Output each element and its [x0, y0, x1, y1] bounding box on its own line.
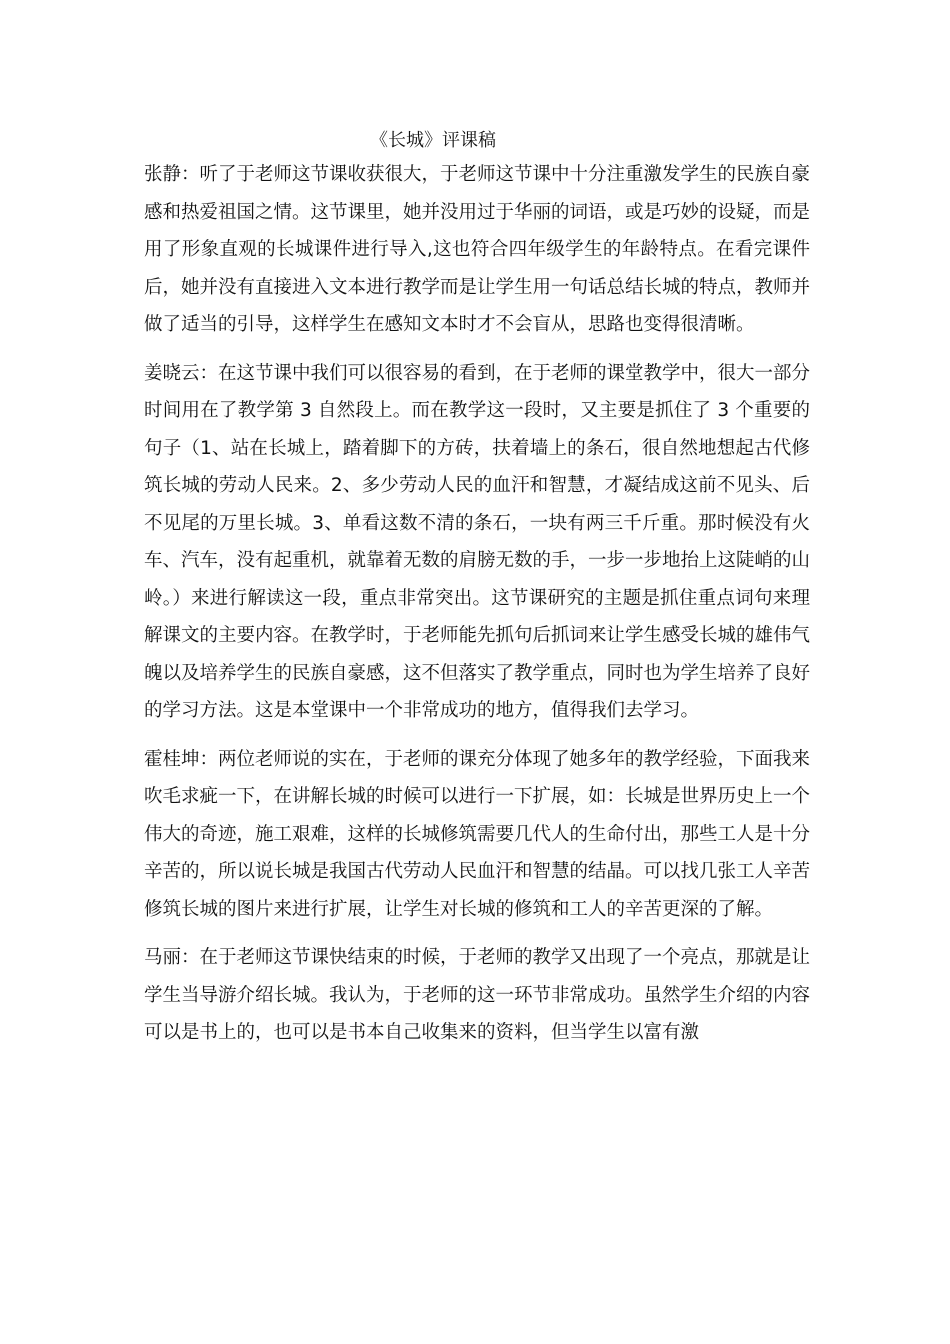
paragraph-zhang-jing: 张静：听了于老师这节课收获很大，于老师这节课中十分注重激发学生的民族自豪感和热爱祖国之情。这节课里，她并没用过于华丽的词语，或是巧妙的设疑，而是用了形象直观的长城课件进行导入,这也符合四年级学生的年龄特点。在看完课件后，她并没有直接进入文本进行教学而是让学生用一句话总结长城的特点，教师并做了适当的引导，这样学生在感知文本时才不会盲从，思路也变得很清晰。 — [144, 164, 811, 335]
paragraph-huo-guikun: 霍桂坤：两位老师说的实在，于老师的课充分体现了她多年的教学经验，下面我来吹毛求疵一下，在讲解长城的时候可以进行一下扩展，如：长城是世界历史上一个伟大的奇迹，施工艰难，这样的长城修筑需要几代人的生命付出，那些工人是十分辛苦的，所以说长城是我国古代劳动人民血汗和智慧的结晶。可以找几张工人辛苦修筑长城的图片来进行扩展，让学生对长城的修筑和工人的辛苦更深的了解。 — [144, 748, 811, 920]
paragraph-jiang-xiaoyun: 姜晓云：在这节课中我们可以很容易的看到，在于老师的课堂教学中，很大一部分时间用在了教学第 3 自然段上。而在教学这一段时，又主要是抓住了 3 个重要的句子（1、站在长城上，踏着脚下的方砖，扶着墙上的条石，很自然地想起古代修筑长城的劳动人民来。2、多少劳动人民的血汗和智慧，才凝结成这前不见头、后不见尾的万里长城。3、单看这数不清的条石，一块有两三千斤重。那时候没有火车、汽车，没有起重机，就靠着无数的肩膀无数的手，一步一步地抬上这陡峭的山岭。）来进行解读这一段，重点非常突出。这节课研究的主题是抓住重点词句来理解课文的主要内容。在教学时，于老师能先抓句后抓词来让学生感受长城的雄伟气魄以及培养学生的民族自豪感，这不但落实了教学重点，同时也为学生培养了良好的学习方法。这是本堂课中一个非常成功的地方，值得我们去学习。 — [144, 362, 811, 721]
document-title: 《长城》评课稿 — [370, 130, 496, 151]
document-body — [144, 156, 810, 1052]
paragraph-ma-li: 马丽：在于老师这节课快结束的时候，于老师的教学又出现了一个亮点，那就是让学生当导游介绍长城。我认为，于老师的这一环节非常成功。虽然学生介绍的内容可以是书上的，也可以是书本自己收集来的资料，但当学生以富有激 — [144, 947, 811, 1043]
